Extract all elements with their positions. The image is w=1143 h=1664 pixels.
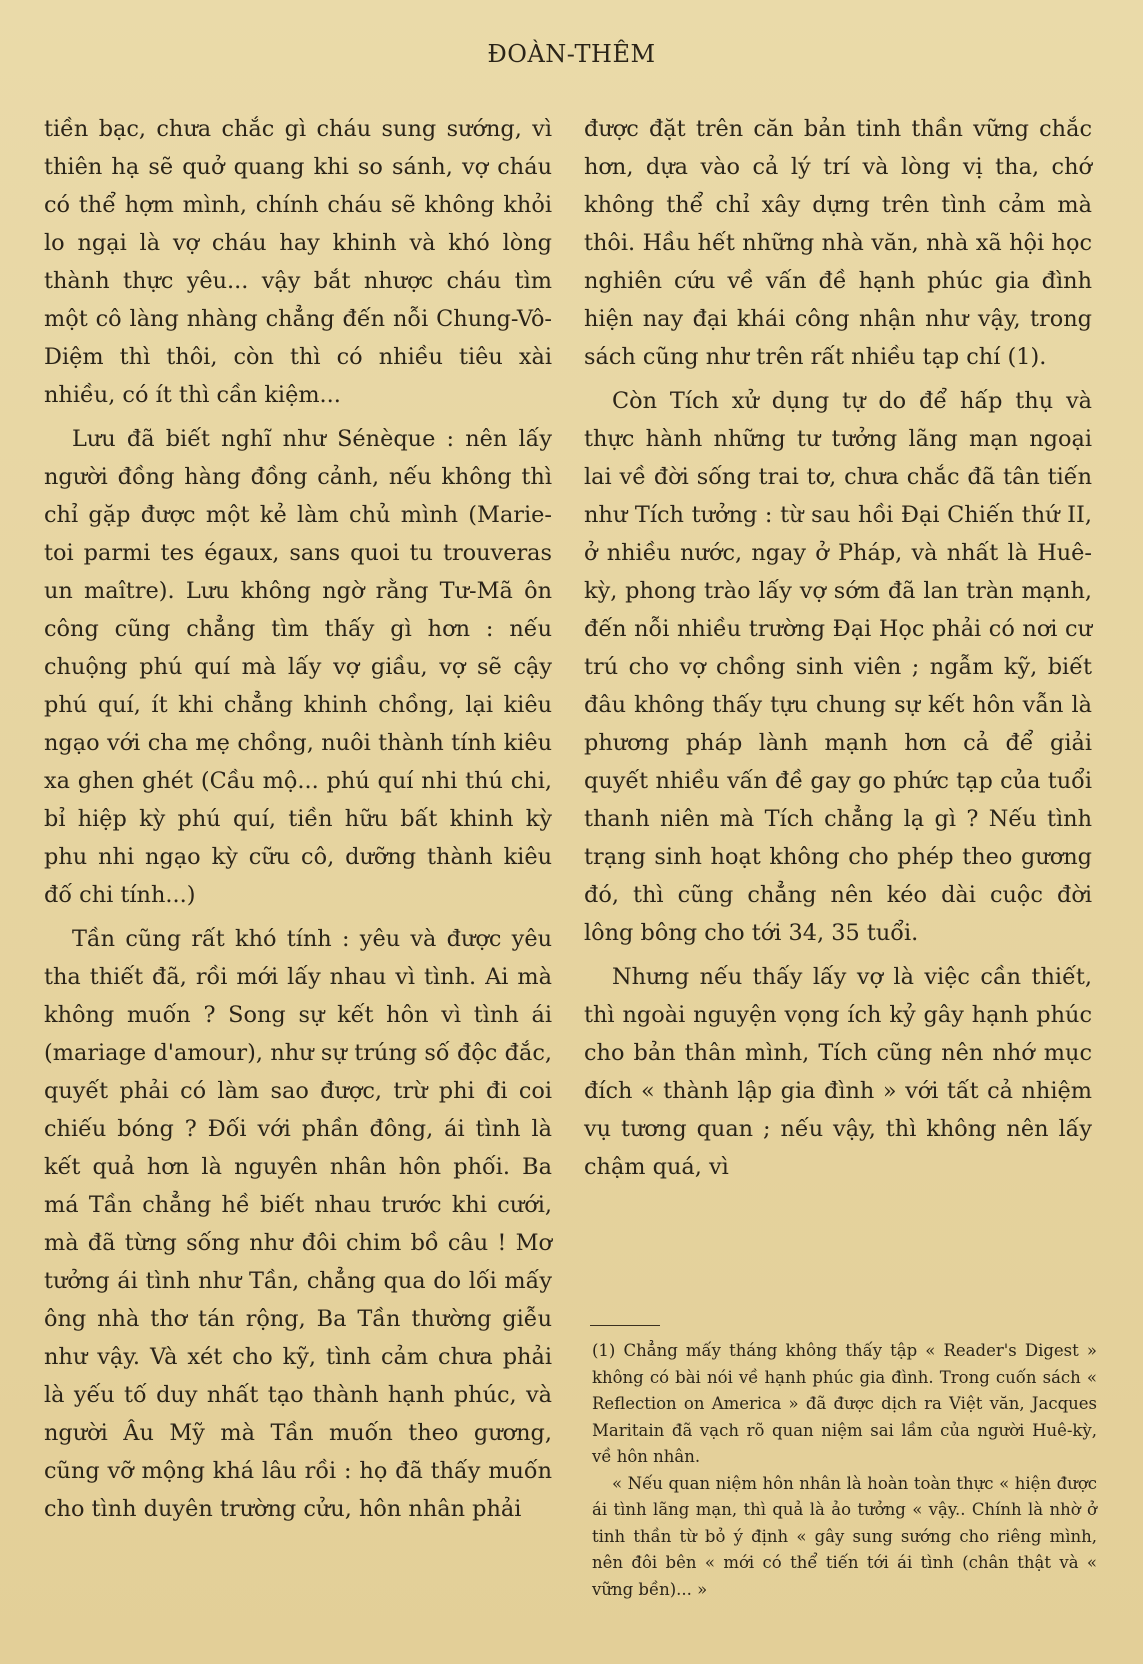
paragraph: được đặt trên căn bản tinh thần vững chắc hơn, dựa vào cả lý trí và lòng vị tha, chớ không thể chỉ xây dựng trên tình cảm mà thôi. Hầu hết những nhà văn, nhà xã hội học nghiên cứu về vấn đề hạnh phúc gia đình hiện nay đại khái công nhận như vậy, trong sách cũng như trên rất nhiều tạp chí (1). — [584, 116, 1092, 370]
footnote-paragraph: (1) Chẳng mấy tháng không thấy tập « Reader's Digest » không có bài nói về hạnh phúc gia đình. Trong cuốn sách « Reflection on America » đã được dịch ra Việt văn, Jacques Maritain đã vạch rõ quan niệm sai lầm của người Huê-kỳ, về hôn nhân. — [592, 1341, 1097, 1466]
footnote-paragraph: « Nếu quan niệm hôn nhân là hoàn toàn thực « hiện được ái tình lãng mạn, thì quả là ảo tưởng « vậy.. Chính là nhờ ở tinh thần từ bỏ ý định « gây sung sướng cho riêng mình, nên đôi bên « mới có thể tiến tới ái tình (chân thật và « vững bền)... » — [592, 1473, 1097, 1599]
left-column — [44, 110, 552, 1528]
paragraph: Còn Tích xử dụng tự do để hấp thụ và thực hành những tư tưởng lãng mạn ngoại lai về đời sống trai tơ, chưa chắc đã tân tiến như Tích tưởng : từ sau hồi Đại Chiến thứ II, ở nhiều nước, ngay ở Pháp, và nhất là Huê-kỳ, phong trào lấy vợ sớm đã lan tràn mạnh, đến nỗi nhiều trường Đại Học phải có nơi cư trú cho vợ chồng sinh viên ; ngẫm kỹ, biết đâu không thấy tựu chung sự kết hôn vẫn là phương pháp lành mạnh hơn cả để giải quyết nhiều vấn đề gay go phức tạp của tuổi thanh niên mà Tích chẳng lạ gì ? Nếu tình trạng sinh hoạt không cho phép theo gương đó, thì cũng chẳng nên kéo dài cuộc đời lông bông cho tới 34, 35 tuổi. — [584, 388, 1092, 946]
right-column — [584, 110, 1092, 1186]
paragraph: Lưu đã biết nghĩ như Sénèque : nên lấy người đồng hàng đồng cảnh, nếu không thì chỉ gặp được một kẻ làm chủ mình (Marie-toi parmi tes égaux, sans quoi tu trouveras un maître). Lưu không ngờ rằng Tư-Mã ôn công cũng chẳng tìm thấy gì hơn : nếu chuộng phú quí mà lấy vợ giầu, vợ sẽ cậy phú quí, ít khi chẳng khinh chồng, lại kiêu ngạo với cha mẹ chồng, nuôi thành tính kiêu xa ghen ghét (Cầu mộ... phú quí nhi thú chi, bỉ hiệp kỳ phú quí, tiền hữu bất khinh kỳ phu nhi ngạo kỳ cữu cô, dưỡng thành kiêu đố chi tính...) — [44, 426, 552, 908]
paragraph: tiền bạc, chưa chắc gì cháu sung sướng, vì thiên hạ sẽ quở quang khi so sánh, vợ cháu có thể hợm mình, chính cháu sẽ không khỏi lo ngại là vợ cháu hay khinh và khó lòng thành thực yêu... vậy bắt nhược cháu tìm một cô làng nhàng chẳng đến nỗi Chung-Vô-Diệm thì thôi, còn thì có nhiều tiêu xài nhiều, có ít thì cần kiệm... — [44, 116, 552, 408]
running-header: ĐOÀN-THÊM — [487, 40, 656, 68]
footnote — [592, 1338, 1097, 1603]
footnote-divider — [590, 1325, 660, 1326]
paragraph: Tần cũng rất khó tính : yêu và được yêu tha thiết đã, rồi mới lấy nhau vì tình. Ai mà không muốn ? Song sự kết hôn vì tình ái (mariage d'amour), như sự trúng số độc đắc, quyết phải có làm sao được, trừ phi đi coi chiếu bóng ? Đối với phần đông, ái tình là kết quả hơn là nguyên nhân hôn phối. Ba má Tần chẳng hề biết nhau trước khi cưới, mà đã từng sống như đôi chim bồ câu ! Mơ tưởng ái tình như Tần, chẳng qua do lối mấy ông nhà thơ tán rộng, Ba Tần thường giễu như vậy. Và xét cho kỹ, tình cảm chưa phải là yếu tố duy nhất tạo thành hạnh phúc, và người Âu Mỹ mà Tần muốn theo gương, cũng vỡ mộng khá lâu rồi : họ đã thấy muốn cho tình duyên trường cửu, hôn nhân phải — [44, 926, 552, 1522]
paragraph: Nhưng nếu thấy lấy vợ là việc cần thiết, thì ngoài nguyện vọng ích kỷ gây hạnh phúc cho bản thân mình, Tích cũng nên nhớ mục đích « thành lập gia đình » với tất cả nhiệm vụ tương quan ; nếu vậy, thì không nên lấy chậm quá, vì — [584, 964, 1092, 1180]
